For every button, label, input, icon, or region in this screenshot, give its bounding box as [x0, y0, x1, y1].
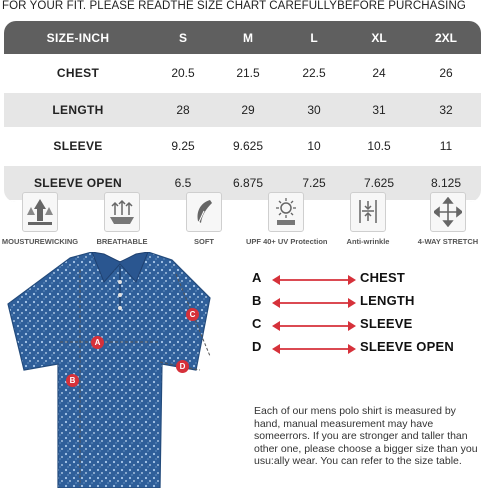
legend-letter: D: [252, 339, 262, 354]
legend-name: CHEST: [360, 270, 406, 285]
legend-row-a: [252, 270, 482, 290]
polo-shirt-image: [0, 252, 230, 488]
table-cell: 9.25: [171, 139, 195, 154]
table-cell: 24: [372, 66, 386, 81]
row-label: CHEST: [56, 66, 100, 81]
table-cell: 6.5: [174, 175, 192, 190]
header-cell: L: [310, 30, 318, 45]
legend-row-d: [252, 339, 482, 359]
top-note: FOR YOUR FIT. PLEASE READTHE SIZE CHART CAREFULLYBEFORE PURCHASING: [2, 0, 466, 12]
table-cell: 28: [176, 102, 190, 117]
legend-letter: B: [252, 293, 262, 308]
table-cell: 7.25: [302, 175, 326, 190]
four-way-arrows-icon: [430, 192, 466, 232]
double-arrow-icon: [272, 343, 356, 355]
feature-label: Anti-wrinkle: [346, 237, 390, 246]
polo-shirt-diagram: [0, 252, 230, 488]
legend-letter: A: [252, 270, 262, 285]
table-cell: 10.5: [367, 139, 391, 154]
feature-anti-wrinkle: [328, 192, 408, 246]
moisture-wicking-icon: [22, 192, 58, 232]
table-cell: 32: [439, 102, 453, 117]
table-row: [4, 93, 481, 130]
measurement-description: Each of our mens polo shirt is measured by hand, manual measurement may have someerrors. If you are stronger and taller than other one, please choose a bigger size than you usu:ally wear. You can refer to the size table.: [254, 405, 478, 467]
legend-name: SLEEVE OPEN: [360, 339, 454, 354]
table-header-row: [4, 21, 481, 56]
legend-row-b: [252, 293, 482, 313]
feature-breathable: [82, 192, 162, 246]
row-label: SLEEVE OPEN: [34, 175, 122, 190]
table-cell: 30: [307, 102, 321, 117]
measurement-legend: [252, 264, 482, 364]
header-cell: XL: [371, 30, 387, 45]
legend-letter: C: [252, 316, 262, 331]
table-row: [4, 129, 481, 166]
anti-wrinkle-icon: [350, 192, 386, 232]
header-cell: SIZE-INCH: [46, 30, 110, 45]
feature-moisture-wicking: [0, 192, 80, 246]
shirt-label-d: D: [176, 360, 189, 373]
feature-label: 4-WAY STRETCH: [417, 237, 479, 246]
breathable-icon: [104, 192, 140, 232]
table-cell: 8.125: [430, 175, 462, 190]
double-arrow-icon: [272, 320, 356, 332]
row-label: LENGTH: [52, 102, 104, 117]
double-arrow-icon: [272, 297, 356, 309]
shirt-label-b: B: [66, 374, 79, 387]
soft-feather-icon: [186, 192, 222, 232]
feature-icons: [0, 192, 485, 248]
table-cell: 6.875: [232, 175, 264, 190]
legend-name: LENGTH: [360, 293, 415, 308]
row-label: SLEEVE: [53, 139, 103, 154]
table-cell: 10: [307, 139, 321, 154]
table-cell: 9.625: [232, 139, 264, 154]
table-cell: 20.5: [171, 66, 195, 81]
feature-soft: [164, 192, 244, 246]
table-cell: 22.5: [302, 66, 326, 81]
table-cell: 11: [439, 139, 453, 154]
table-cell: 7.625: [363, 175, 395, 190]
table-cell: 29: [241, 102, 255, 117]
double-arrow-icon: [272, 274, 356, 286]
feature-label: BREATHABLE: [96, 237, 148, 246]
table-cell: 31: [372, 102, 386, 117]
table-cell: 21.5: [236, 66, 260, 81]
feature-label: UPF 40+ UV Protection: [246, 237, 328, 246]
feature-label: SOFT: [194, 237, 214, 246]
feature-four-way-stretch: [408, 192, 485, 246]
shirt-label-c: C: [186, 308, 199, 321]
table-row: [4, 56, 481, 93]
size-chart-table: [4, 21, 481, 202]
header-cell: S: [178, 30, 187, 45]
table-cell: 26: [439, 66, 453, 81]
sun-uv-icon: [268, 192, 304, 232]
header-cell: M: [243, 30, 253, 45]
feature-uv-protection: [246, 192, 326, 246]
feature-label: MOUSTUREWICKING: [1, 237, 79, 246]
legend-name: SLEEVE: [360, 316, 413, 331]
legend-row-c: [252, 316, 482, 336]
shirt-label-a: A: [91, 336, 104, 349]
header-cell: 2XL: [434, 30, 457, 45]
